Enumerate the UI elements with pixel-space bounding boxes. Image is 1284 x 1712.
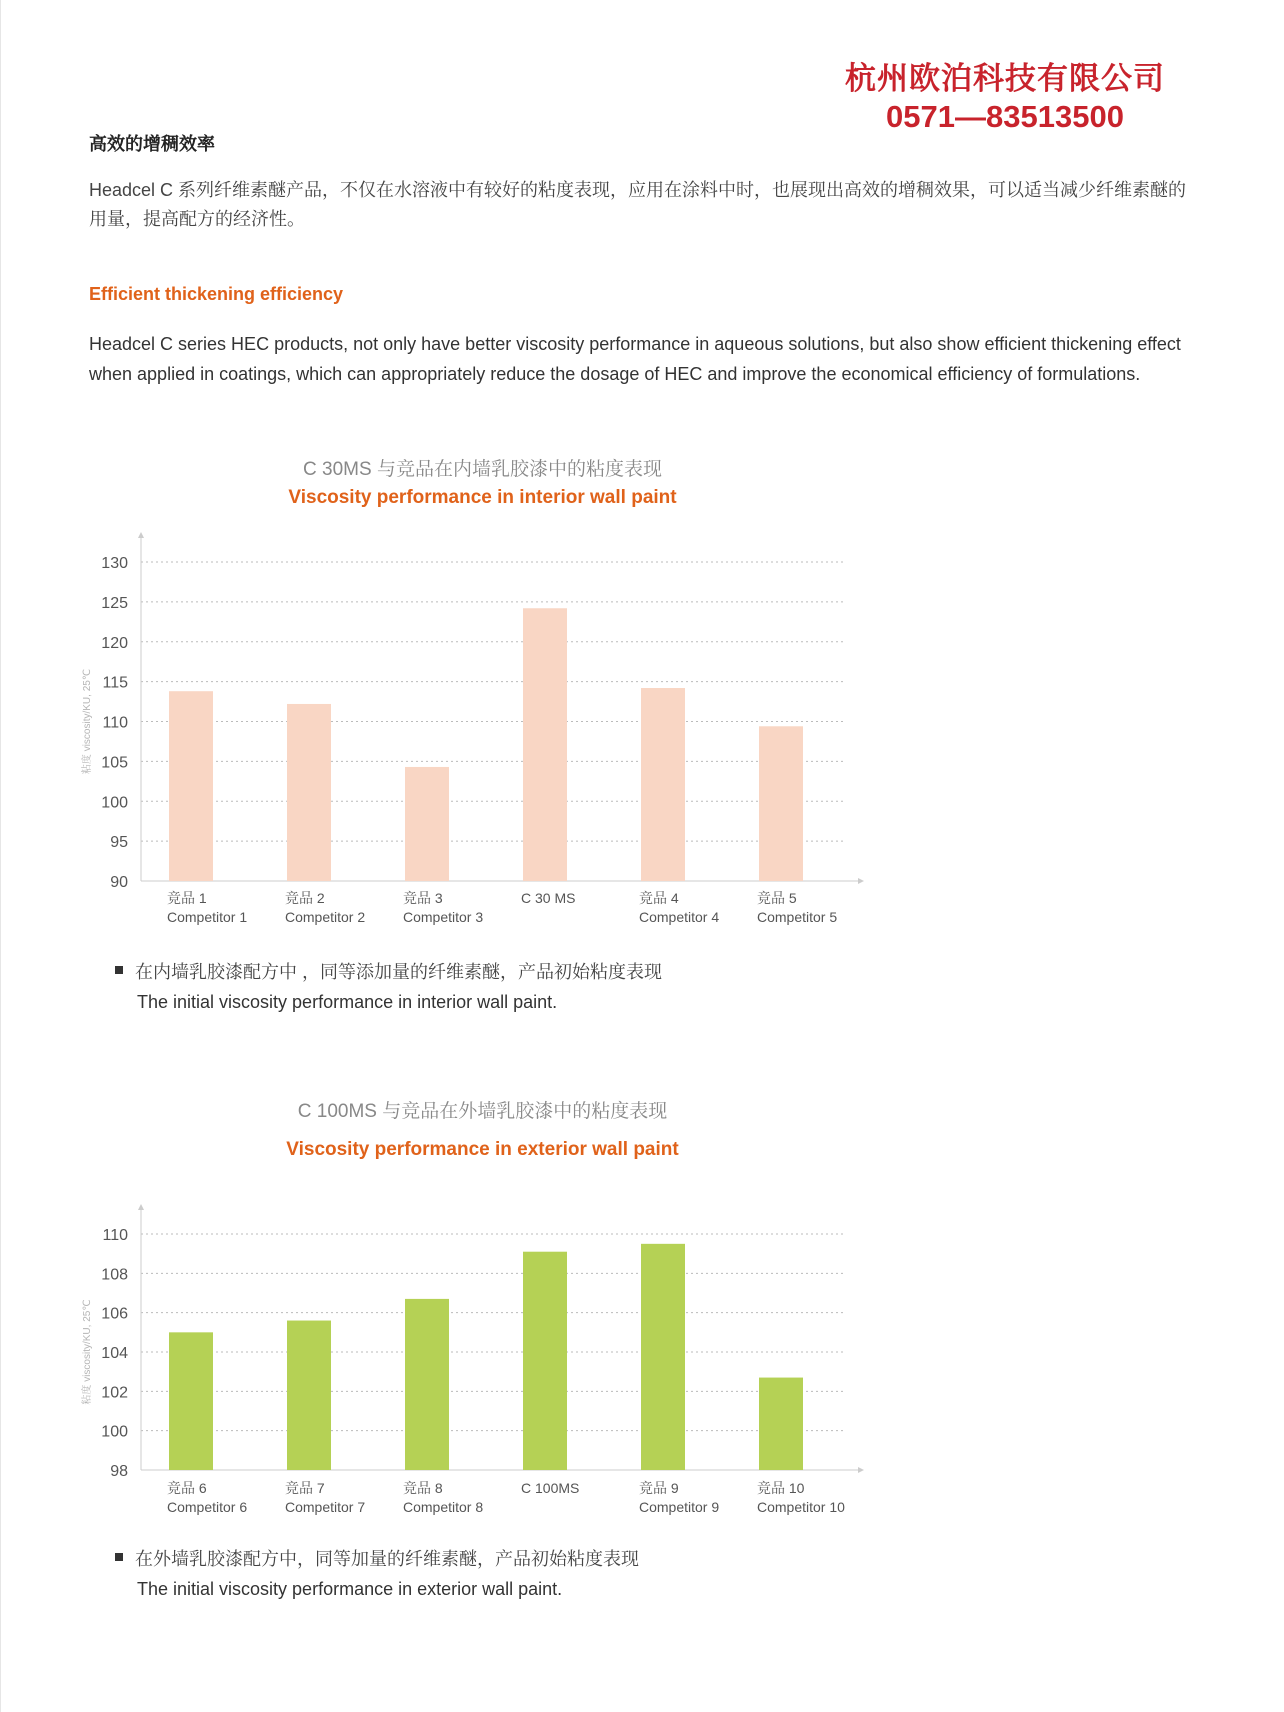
x-tick-label-cn: 竞品 1 <box>167 890 207 906</box>
y-tick-label: 110 <box>102 1227 128 1244</box>
x-tick-label-cn: 竞品 4 <box>639 890 679 906</box>
bar <box>405 767 449 881</box>
x-tick-label-en: Competitor 3 <box>403 909 484 925</box>
bar <box>287 704 331 881</box>
paragraph-en: Headcel C series HEC products, not only have better viscosity performance in aqueous solutions, but also show efficient thickening effect when applied in coatings, which can appropriately reduce the dosage of HEC and improve the economical efficiency of formulations. <box>89 334 1181 384</box>
x-tick-label-en: Competitor 2 <box>285 909 366 925</box>
x-tick-label-cn: 竞品 10 <box>757 1480 805 1496</box>
y-tick-label: 100 <box>101 794 128 812</box>
y-axis-label: 粘度 viscosity/KU, 25℃ <box>82 1299 93 1405</box>
company-phone: 0571—83513500 <box>886 99 1124 134</box>
bar <box>169 691 213 881</box>
chart-2-title-en: Viscosity performance in exterior wall paint <box>286 1139 679 1160</box>
x-tick-label-cn: 竞品 9 <box>639 1480 679 1496</box>
x-tick-label-en: Competitor 8 <box>403 1499 484 1515</box>
x-tick-label-cn: 竞品 8 <box>403 1480 443 1496</box>
y-axis-label: 粘度 viscosity/KU, 25℃ <box>82 668 93 775</box>
y-tick-label: 105 <box>101 754 128 772</box>
chart-1-note-cn: 在内墙乳胶漆配方中 ，同等添加量的纤维素醚，产品初始粘度表现 <box>135 962 662 982</box>
y-axis-arrow-icon <box>138 1204 144 1210</box>
y-tick-label: 125 <box>101 594 128 612</box>
y-tick-label: 102 <box>101 1384 128 1402</box>
bar <box>287 1321 331 1470</box>
x-tick-label-cn: C 100MS <box>521 1480 580 1496</box>
chart-1-interior-wall <box>0 520 900 940</box>
y-tick-label: 90 <box>110 874 128 891</box>
bullet-icon <box>115 966 123 974</box>
x-tick-label-cn: 竞品 7 <box>285 1480 325 1496</box>
paragraph-cn: Headcel C 系列纤维素醚产品，不仅在水溶液中有较好的粘度表现，应用在涂料中时，也展现出高效的增稠效果，可以适当减少纤维素醚的用量，提高配方的经济性。 <box>89 180 1187 229</box>
x-axis-arrow-icon <box>858 878 864 884</box>
chart-2-note-en: The initial viscosity performance in exterior wall paint. <box>137 1579 563 1599</box>
chart-2-note-cn: 在外墙乳胶漆配方中，同等加量的纤维素醚，产品初始粘度表现 <box>135 1549 639 1569</box>
y-tick-label: 108 <box>101 1266 128 1284</box>
x-tick-label-en: Competitor 4 <box>639 909 720 925</box>
y-tick-label: 104 <box>101 1345 128 1362</box>
bar <box>641 688 685 881</box>
y-tick-label: 130 <box>101 555 128 572</box>
x-axis-arrow-icon <box>858 1467 864 1473</box>
x-tick-label-cn: C 30 MS <box>521 890 576 906</box>
bar <box>169 1332 213 1470</box>
bar <box>405 1299 449 1470</box>
chart-2-exterior-wall <box>0 1190 900 1530</box>
y-tick-label: 115 <box>102 674 128 692</box>
chart-1-title-cn: C 30MS 与竞品在内墙乳胶漆中的粘度表现 <box>303 459 662 480</box>
y-tick-label: 106 <box>101 1305 128 1323</box>
bullet-icon <box>115 1553 123 1561</box>
y-tick-label: 120 <box>101 634 128 652</box>
chart-1-title-en: Viscosity performance in interior wall paint <box>288 487 677 508</box>
x-tick-label-cn: 竞品 6 <box>167 1480 207 1496</box>
x-tick-label-en: Competitor 1 <box>167 909 248 925</box>
x-tick-label-en: Competitor 5 <box>757 909 838 925</box>
company-name: 杭州欧泊科技有限公司 <box>845 61 1165 96</box>
y-tick-label: 110 <box>102 714 128 732</box>
bar <box>523 1252 567 1470</box>
y-tick-label: 100 <box>101 1423 128 1441</box>
bar <box>523 608 567 881</box>
x-tick-label-en: Competitor 6 <box>167 1499 248 1515</box>
x-tick-label-en: Competitor 7 <box>285 1499 366 1515</box>
x-tick-label-cn: 竞品 3 <box>403 890 443 906</box>
heading-en: Efficient thickening efficiency <box>89 284 344 304</box>
bar <box>759 1378 803 1470</box>
heading-cn: 高效的增稠效率 <box>89 134 215 154</box>
y-tick-label: 98 <box>110 1463 128 1480</box>
y-axis-arrow-icon <box>138 532 144 538</box>
company-stamp <box>830 60 1180 136</box>
x-tick-label-cn: 竞品 2 <box>285 890 325 906</box>
bar <box>759 726 803 881</box>
chart-2-title-cn: C 100MS 与竞品在外墙乳胶漆中的粘度表现 <box>297 1101 668 1122</box>
bar <box>641 1244 685 1470</box>
y-tick-label: 95 <box>110 834 128 852</box>
chart-1-note-en: The initial viscosity performance in interior wall paint. <box>137 992 558 1012</box>
x-tick-label-en: Competitor 9 <box>639 1499 720 1515</box>
x-tick-label-cn: 竞品 5 <box>757 890 797 906</box>
x-tick-label-en: Competitor 10 <box>757 1499 845 1515</box>
